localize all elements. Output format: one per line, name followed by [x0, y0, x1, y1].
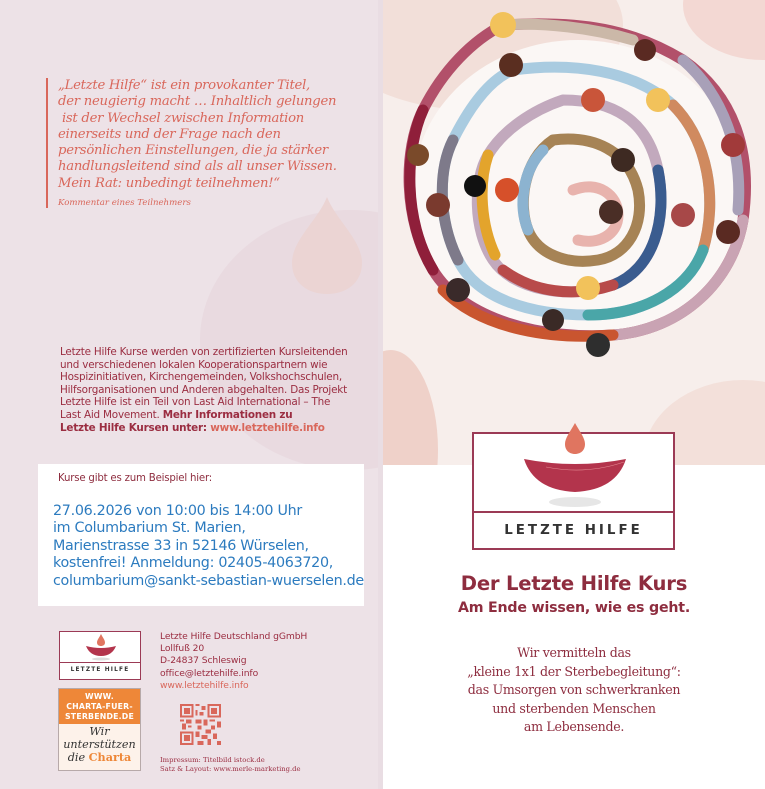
contact-address — [160, 631, 307, 692]
divider — [474, 511, 673, 513]
quote-line: ist der Wechsel zwischen Information — [58, 110, 305, 126]
event-email-link[interactable]: columbarium@sankt-sebastian-wuerselen.de — [53, 572, 364, 589]
impressum — [160, 756, 301, 773]
description-line: „kleine 1x1 der Sterbebegleitung“: — [467, 663, 681, 679]
event-details — [53, 503, 364, 590]
info-line: Letzte Hilfe Kurse werden von zertifizierten Kursleitenden — [60, 346, 348, 358]
charta-slogan — [59, 725, 140, 764]
info-line — [60, 422, 360, 435]
event-registration: kostenfrei! Anmeldung: 02405-4063720, — [53, 555, 333, 572]
divider — [60, 662, 140, 663]
email-link[interactable]: office@letztehilfe.info — [160, 667, 259, 679]
org-name: Letzte Hilfe Deutschland gGmbH — [160, 631, 308, 642]
background-shape — [383, 350, 438, 465]
charta-url-line: STERBENDE.DE — [64, 712, 135, 721]
hero-illustration — [383, 0, 765, 465]
quote-line: Mein Rat: unbedingt teilnehmen!“ — [58, 175, 280, 191]
impressum-line: Impressum: Titelbild istock.de — [160, 756, 265, 764]
quote-line: persönlichen Einstellungen, die ja stärker — [58, 143, 328, 159]
charta-accent-text: Charta — [88, 750, 132, 764]
letzte-hilfe-logo-small — [59, 631, 141, 680]
charta-text: die — [67, 751, 89, 764]
info-line: Hilfsorganisationen und Anderen abgehalten. Das Projekt — [60, 383, 347, 396]
charta-badge[interactable] — [58, 688, 141, 771]
charta-slogan-line — [59, 751, 140, 764]
info-bold-text: Mehr Informationen zu — [162, 408, 293, 421]
people-spiral-illustration — [383, 0, 765, 360]
quote-line: handlungsleitend sind als all unser Wissen. — [58, 159, 337, 175]
event-date: 27.06.2026 von 10:00 bis 14:00 Uhr — [53, 503, 302, 519]
event-heading: Kurse gibt es zum Beispiel hier: — [58, 473, 213, 484]
info-line: Letzte Hilfe ist ein Teil von Last Aid International – The — [60, 396, 331, 409]
city: D-24837 Schleswig — [160, 655, 247, 667]
event-venue: im Columbarium St. Marien, — [53, 520, 246, 537]
event-box — [38, 464, 364, 606]
charta-url-line: WWW. — [85, 692, 114, 701]
logo-label: LETZTE HILFE — [504, 523, 643, 538]
web-link[interactable]: www.letztehilfe.info — [160, 679, 249, 691]
street: Lollfuß 20 — [160, 643, 205, 655]
description-line: am Lebensende. — [523, 719, 625, 735]
testimonial-quote — [46, 78, 346, 208]
quote-line: „Letzte Hilfe“ ist ein provokanter Titel, — [58, 78, 310, 93]
qr-code-icon[interactable] — [180, 704, 221, 745]
quote-line: einerseits und der Frage nach den — [58, 126, 281, 142]
drop-watermark-icon — [288, 195, 366, 295]
logo-label: LETZTE HILFE — [70, 667, 130, 673]
charta-url — [59, 689, 140, 724]
info-line: und verschiedenen lokalen Kooperationspartnern wie — [60, 358, 328, 371]
info-text: Last Aid Movement. — [60, 408, 163, 421]
course-description — [383, 644, 765, 737]
info-line — [60, 409, 360, 422]
website-link[interactable]: www.letztehilfe.info — [210, 421, 325, 434]
impressum-line: Satz & Layout: www.merle-marketing.de — [160, 764, 301, 773]
description-line: Wir vermitteln das — [517, 645, 631, 660]
lamp-icon — [516, 422, 634, 510]
page-title: Der Letzte Hilfe Kurs — [460, 572, 688, 595]
charta-slogan-line: Wir — [89, 725, 110, 738]
cover-panel — [383, 0, 765, 789]
letzte-hilfe-logo — [472, 432, 675, 550]
quote-source: Kommentar eines Teilnehmers — [58, 198, 191, 209]
quote-text — [58, 78, 346, 192]
course-info-text — [60, 346, 360, 434]
info-line: Hospizinitiativen, Kirchengemeinden, Volkshochschulen, — [60, 371, 342, 384]
description-line: das Umsorgen von schwerkranken — [467, 682, 681, 698]
event-address: Marienstrasse 33 in 52146 Würselen, — [53, 537, 309, 554]
lamp-icon — [84, 633, 118, 661]
page-subtitle: Am Ende wissen, wie es geht. — [457, 600, 691, 616]
charta-slogan-line: unterstützen — [63, 738, 136, 751]
charta-url-line: CHARTA-FUER- — [66, 702, 133, 711]
quote-line: der neugierig macht … Inhaltlich gelungen — [58, 94, 337, 110]
description-line: und sterbenden Menschen — [492, 700, 656, 716]
info-bold-text: Letzte Hilfe Kursen unter: — [60, 421, 211, 434]
